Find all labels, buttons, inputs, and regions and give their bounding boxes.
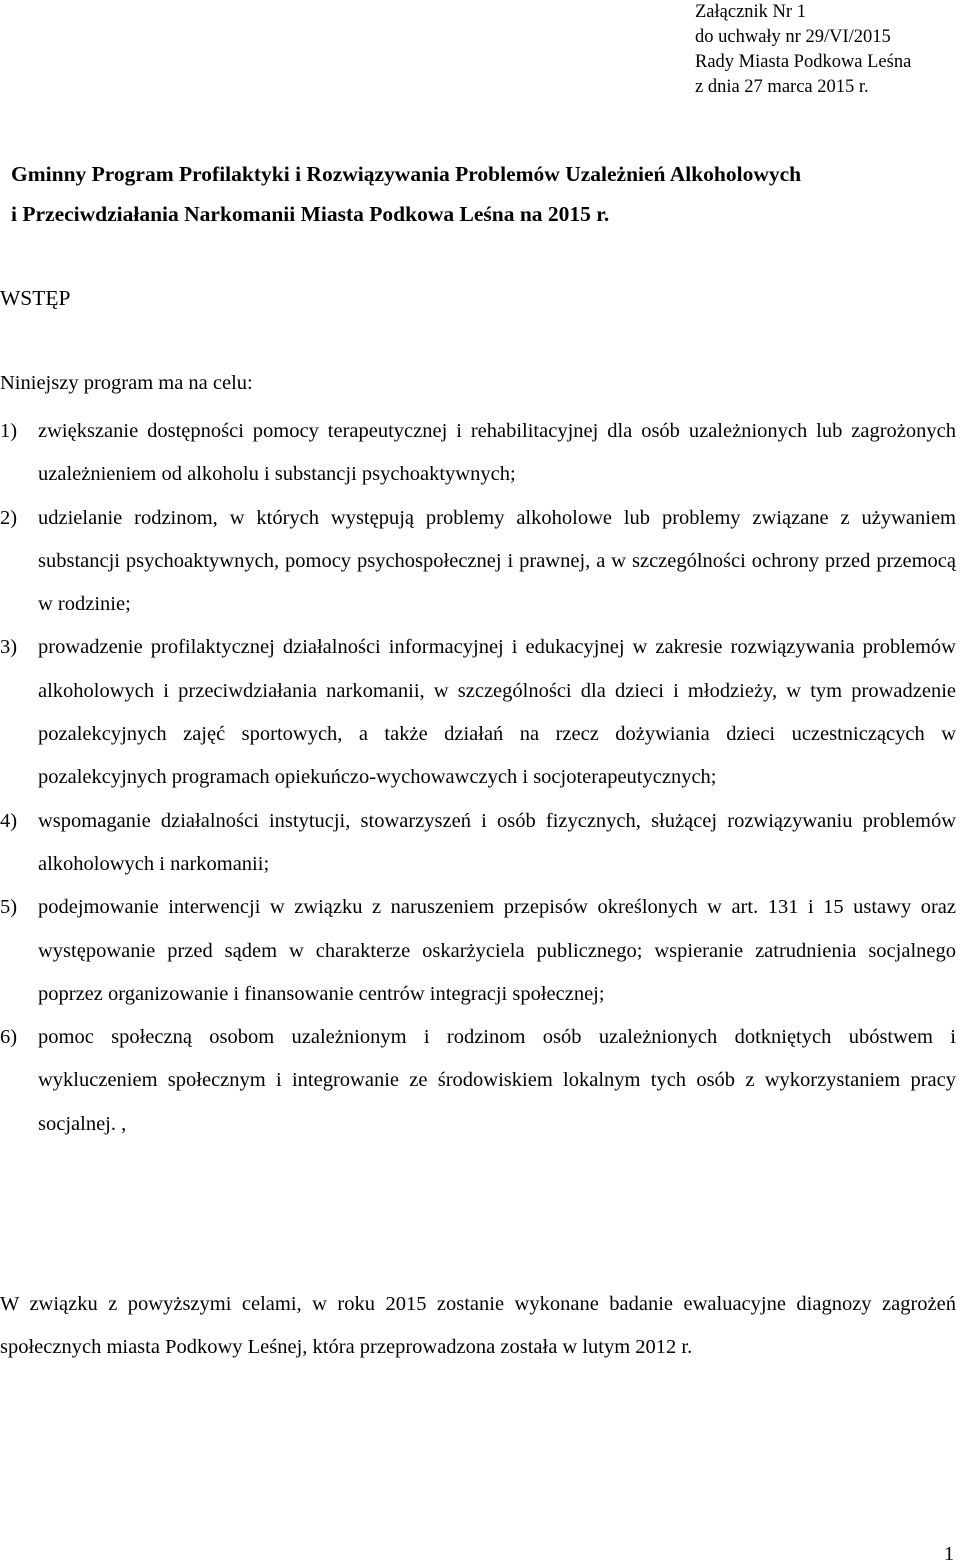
document-title (11, 154, 956, 234)
section-heading: WSTĘP (0, 286, 71, 310)
list-item-text: udzielanie rodzinom, w których występują problemy alkoholowe lub problemy związane z używaniem substancji psychoaktywnych, pomocy psychospołecznej i prawnej, a w szczególności ochrony przed przemocą w rodzinie; (38, 506, 956, 616)
list-item (0, 1016, 956, 1146)
page-number: 1 (944, 1543, 954, 1565)
list-item-text: zwiększanie dostępności pomocy terapeutycznej i rehabilitacyjnej dla osób uzależnionych lub zagrożonych uzależnieniem od alkoholu i substancji psychoaktywnych; (38, 420, 956, 486)
attachment-note (695, 0, 911, 100)
conclusion-paragraph: W związku z powyższymi celami, w roku 2015 zostanie wykonane badanie ewaluacyjne diagnozy zagrożeń społecznych miasta Podkowy Leśnej, która przeprowadzona została w lutym 2012 r. (0, 1293, 956, 1359)
title-line: Gminny Program Profilaktyki i Rozwiązywania Problemów Uzależnień Alkoholowych (11, 162, 802, 186)
list-item (0, 410, 956, 497)
attachment-line: Rady Miasta Podkowa Leśna (695, 52, 912, 72)
list-item-text: pomoc społeczną osobom uzależnionym i rodzinom osób uzależnionych dotkniętych ubóstwem i wykluczeniem społecznym i integrowanie ze środowiskiem lokalnym tych osób z wykorzystaniem pracy socjalnej. , (38, 1026, 956, 1135)
list-item-number: 4) (0, 809, 18, 832)
attachment-line: do uchwały nr 29/VI/2015 (695, 27, 891, 47)
list-item-text: podejmowanie interwencji w związku z naruszeniem przepisów określonych w art. 131 i 15 ustawy oraz występowanie przed sądem w charakterze oskarżyciela publicznego; wspieranie zatrudnienia socjalnego poprzez organizowanie i finansowanie centrów integracji społecznej; (38, 896, 956, 1005)
list-item-text: wspomaganie działalności instytucji, stowarzyszeń i osób fizycznych, służącej rozwiązywaniu problemów alkoholowych i narkomanii; (38, 809, 956, 875)
list-item (0, 626, 956, 799)
list-item (0, 800, 956, 887)
list-item-number: 1) (0, 420, 18, 442)
list-item-number: 6) (0, 1026, 18, 1049)
goals-list (0, 410, 956, 1146)
list-item-text: prowadzenie profilaktycznej działalności informacyjnej i edukacyjnej w zakresie rozwiązywania problemów alkoholowych i przeciwdziałania narkomanii, w szczególności dla dzieci i młodzieży, w tym prowadzenie pozalekcyjnych zajęć sportowych, a także działań na rzecz dożywiania dzieci uczestniczących w pozalekcyjnych programach opiekuńczo-wychowawczych i socjoterapeutycznych; (38, 636, 956, 789)
intro-text: Niniejszy program ma na celu: (0, 372, 253, 394)
list-item (0, 886, 956, 1016)
list-item-number: 2) (0, 506, 18, 529)
title-line: i Przeciwdziałania Narkomanii Miasta Podkowa Leśna na 2015 r. (11, 202, 610, 226)
attachment-line: z dnia 27 marca 2015 r. (695, 77, 869, 97)
attachment-line: Załącznik Nr 1 (695, 2, 806, 22)
list-item-number: 3) (0, 636, 18, 659)
list-item-number: 5) (0, 896, 18, 919)
list-item (0, 497, 956, 627)
